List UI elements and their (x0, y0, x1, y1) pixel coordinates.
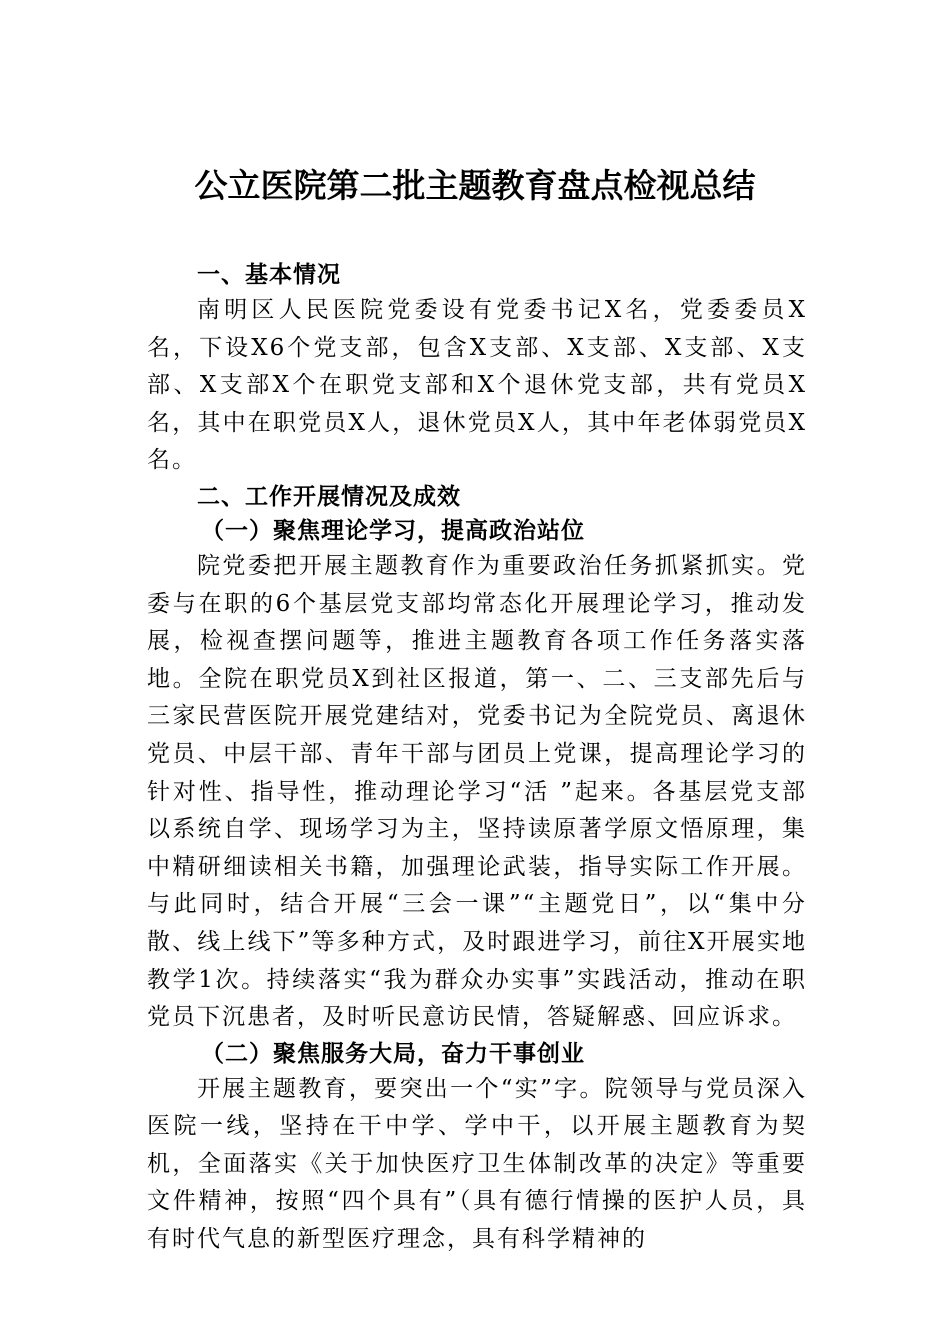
subsection-heading-serve-overall: （二）聚焦服务大局，奋力干事创业 (201, 1039, 585, 1067)
subsection-heading-theory-study: （一）聚焦理论学习，提高政治站位 (201, 516, 585, 544)
section-heading-work-progress: 二、工作开展情况及成效 (197, 482, 461, 510)
section-heading-basic-info: 一、基本情况 (197, 261, 341, 288)
document-title: 公立医院第二批主题教育盘点检视总结 (194, 166, 756, 205)
subsection-paragraph-serve-overall: 开展主题教育，要突出一个“实”字。院领导与党员深入医院一线，坚持在干中学、学中干，以开展主题教育为契机，全面落实《关于加快医疗卫生体制改革的决定》等重要文件精神，按照“四个具有”（具有德行情操的医护人员，具有时代气息的新型医疗理念，具有科学精神的 (147, 1075, 807, 1253)
subsection-paragraph-theory-study: 院党委把开展主题教育作为重要政治任务抓紧抓实。党委与在职的6个基层党支部均常态化开展理论学习，推动发展，检视查摆问题等，推进主题教育各项工作任务落实落地。全院在职党员X到社区报道，第一、二、三支部先后与三家民营医院开展党建结对，党委书记为全院党员、离退休党员、中层干部、青年干部与团员上党课，提高理论学习的针对性、指导性，推动理论学习“活 ”起来。各基层党支部以系统自学、现场学习为主，坚持读原著学原文悟原理，集中精研细读相关书籍，加强理论武装，指导实际工作开展。与此同时，结合开展“三会一课”“主题党日”，以“集中分散、线上线下”等多种方式，及时跟进学习，前往X开展实地教学1次。持续落实“我为群众办实事”实践活动，推动在职党员下沉患者，及时听民意访民情，答疑解惑、回应诉求。 (147, 552, 807, 1031)
document-body (147, 258, 807, 1259)
section-paragraph-basic-info: 南明区人民医院党委设有党委书记X名，党委委员X名，下设X6个党支部，包含X支部、X支部、X支部、X支部、X支部X个在职党支部和X个退休党支部，共有党员X名，其中在职党员X人，退休党员X人，其中年老体弱党员X名。 (147, 297, 807, 474)
